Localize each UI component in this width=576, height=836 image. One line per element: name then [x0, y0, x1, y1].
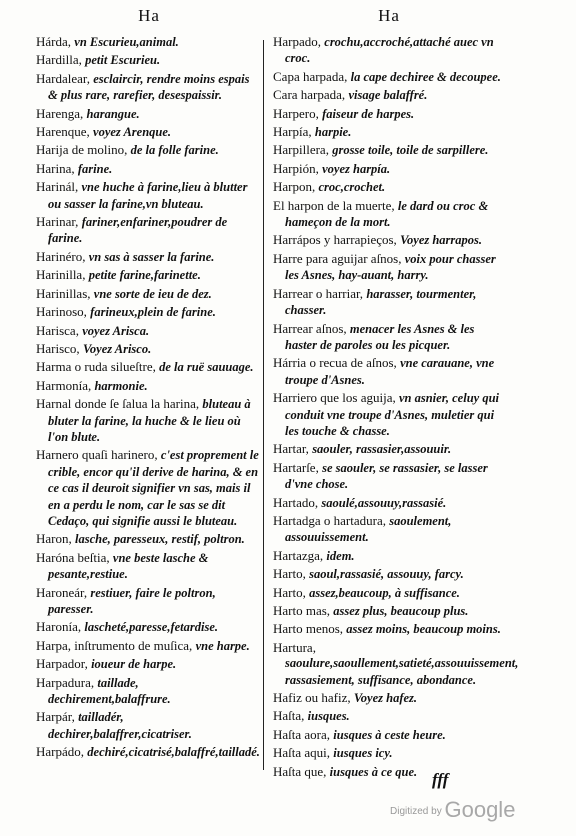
entry-headword: Hartadga o hartadura,	[273, 512, 386, 528]
entry-definition: ioueur de harpe.	[91, 657, 177, 672]
entry-definition: vn asnier, celuy qui conduit vne troupe d'Asnes, muletier qui les touche & chasse.	[285, 391, 499, 438]
dictionary-entry	[273, 251, 505, 284]
entry-definition: vne carauane, vne troupe d'Asnes.	[285, 356, 495, 387]
entry-definition: voyez harpía.	[322, 161, 391, 176]
entry-headword: Haſta aora,	[273, 726, 331, 742]
dictionary-entry	[273, 142, 505, 158]
entry-headword: Cara harpada,	[273, 87, 346, 103]
entry-definition: iusques à ce que.	[329, 764, 418, 779]
entry-headword: Harinál,	[36, 179, 79, 195]
entry-headword: Harpador,	[36, 656, 88, 672]
entry-definition: Voyez hafez.	[353, 691, 418, 706]
dictionary-entry	[36, 124, 262, 140]
dictionary-entry	[36, 161, 262, 177]
entry-headword: Harenga,	[36, 105, 84, 121]
entry-definition: la cape dechiree & decoupee.	[350, 69, 501, 84]
dictionary-entry	[36, 550, 262, 583]
entry-definition: iusques.	[307, 709, 350, 724]
dictionary-entry	[36, 142, 262, 158]
dictionary-entry	[273, 441, 505, 457]
dictionary-entry	[273, 124, 505, 140]
entry-headword: Harpár,	[36, 709, 75, 725]
entry-definition: faiseur de harpes.	[322, 106, 415, 121]
entry-definition: croc,crochet.	[318, 180, 386, 195]
watermark-prefix: Digitized by	[390, 806, 442, 817]
entry-definition: saoulure,saoullement,satieté,assouuissement, rassasiement, suffisance, abondance.	[285, 656, 519, 687]
entry-headword: Harinilla,	[36, 267, 86, 283]
dictionary-entry	[273, 321, 505, 354]
entry-headword: Harina,	[36, 160, 75, 176]
entry-definition: saoul,rassasié, assouuy, farcy.	[309, 567, 464, 582]
dictionary-entry	[273, 708, 505, 724]
entry-definition: de la folle farine.	[130, 143, 219, 158]
entry-headword: Haroneár,	[36, 584, 88, 600]
entry-definition: petit Escurieu.	[85, 53, 161, 68]
entry-definition: grosse toile, toile de sarpillere.	[332, 143, 489, 158]
dictionary-entry	[273, 764, 505, 780]
entry-headword: Harto,	[273, 566, 306, 582]
entry-headword: Harpillera,	[273, 142, 329, 158]
dictionary-entry	[273, 690, 505, 706]
right-entry-list	[273, 34, 519, 780]
entry-headword: Haſta que,	[273, 763, 327, 779]
dictionary-entry	[36, 341, 262, 357]
entry-definition: c'est proprement le crible, encor qu'il derive de harina, & en ce cas il deuroit signifier vn sas, mais il en a perdu le nom, car le sas se dit Cedaço, qui signifie aussi le bluteau.	[48, 448, 259, 528]
entry-definition: iusques à ceste heure.	[333, 727, 446, 742]
entry-headword: Hartar,	[273, 441, 309, 457]
entry-headword: Harriero que los aguija,	[273, 390, 396, 406]
entry-headword: Harpión,	[273, 160, 319, 176]
dictionary-entry	[36, 304, 262, 320]
entry-headword: Harisca,	[36, 322, 79, 338]
entry-headword: Harpado,	[273, 34, 322, 49]
entry-headword: Haſta,	[273, 708, 305, 724]
entry-headword: Harrear aſnos,	[273, 320, 347, 336]
entry-headword: Hartazga,	[273, 547, 324, 563]
dictionary-entry	[273, 603, 505, 619]
entry-headword: Hartarſe,	[273, 459, 319, 475]
entry-headword: Harinar,	[36, 214, 79, 230]
entry-headword: Capa harpada,	[273, 68, 348, 84]
dictionary-entry	[273, 513, 505, 546]
entry-headword: Harpero,	[273, 105, 319, 121]
entry-headword: Hardilla,	[36, 52, 82, 68]
entry-definition: voix pour chasser les Asnes, hay-auant, harry.	[285, 251, 496, 283]
entry-definition: Voyez Arisco.	[82, 341, 152, 356]
entry-headword: Harto menos,	[273, 621, 344, 637]
entry-headword: Harpádo,	[36, 744, 85, 760]
dictionary-entry	[36, 214, 262, 247]
entry-definition: assez plus, beaucoup plus.	[333, 604, 469, 618]
entry-headword: Harto,	[273, 584, 306, 600]
entry-definition: dechiré,cicatrisé,balaffré,tailladé.	[87, 745, 260, 760]
dictionary-entry	[36, 71, 262, 104]
entry-headword: Hardalear,	[36, 70, 90, 86]
dictionary-entry	[36, 619, 262, 635]
dictionary-entry	[273, 727, 505, 743]
entry-definition: de la ruë sauuage.	[159, 360, 254, 375]
entry-definition: menacer les Asnes & les haster de paroles ou les picquer.	[285, 321, 475, 352]
entry-definition: voyez Arisca.	[82, 323, 150, 338]
entry-headword: Harinéro,	[36, 248, 86, 264]
entry-definition: vne sorte de ieu de dez.	[93, 286, 212, 301]
entry-definition: harpie.	[314, 125, 352, 140]
entry-headword: Harrear o harriar,	[273, 285, 364, 301]
dictionary-entry	[36, 656, 262, 672]
dictionary-entry	[273, 585, 505, 601]
dictionary-entry	[36, 709, 262, 742]
dictionary-entry	[273, 566, 505, 582]
entry-definition: vne huche à farine,lieu à blutter ou sasser la farine,vn bluteau.	[48, 180, 248, 211]
entry-definition: lasche, paresseux, restif, poltron.	[75, 532, 245, 547]
entry-headword: Hárda,	[36, 34, 72, 49]
entry-headword: Hárria o recua de aſnos,	[273, 355, 397, 371]
entry-headword: Haron,	[36, 531, 72, 547]
entry-headword: Harrápos y harrapieços,	[273, 232, 397, 248]
dictionary-entry	[273, 179, 505, 195]
dictionary-entry	[36, 638, 262, 654]
entry-headword: Harinillas,	[36, 285, 91, 301]
entry-headword: Harmonía,	[36, 377, 92, 393]
entry-definition: harasser, tourmenter, chasser.	[285, 286, 477, 318]
entry-definition: vne beste lasche & pesante,restiue.	[48, 550, 209, 582]
entry-definition: saoulement, assouuissement.	[285, 513, 452, 545]
dictionary-entry	[273, 390, 505, 439]
entry-headword: Harisco,	[36, 340, 80, 356]
entry-definition: tailladér, dechirer,balaffrer,cicatriser.	[48, 710, 192, 741]
dictionary-entry	[36, 396, 262, 445]
entry-headword: Harma o ruda silueſtre,	[36, 359, 156, 375]
dictionary-entry	[36, 249, 262, 265]
right-column-header: Ha	[378, 6, 400, 25]
dictionary-entry	[273, 198, 505, 231]
dictionary-entry	[36, 744, 262, 760]
dictionary-entry	[273, 34, 505, 67]
dictionary-entry	[273, 548, 505, 564]
entry-definition: se saouler, se rassasier, se lasser d'vne chose.	[285, 460, 488, 492]
dictionary-entry	[36, 34, 262, 50]
dictionary-entry	[273, 621, 505, 637]
entry-headword: Haróna beſtia,	[36, 549, 110, 565]
entry-headword: Harenque,	[36, 124, 90, 140]
column-divider	[263, 40, 264, 770]
entry-definition: vn Escurieu,animal.	[74, 35, 179, 49]
left-column	[36, 0, 262, 763]
entry-definition: saouler, rassasier,assouuir.	[312, 442, 452, 457]
entry-definition: farineux,plein de farine.	[90, 305, 216, 320]
entry-definition: idem.	[326, 548, 355, 563]
entry-headword: El harpon de la muerte,	[273, 197, 395, 213]
dictionary-entry	[273, 87, 505, 103]
dictionary-entry	[36, 447, 262, 529]
dictionary-entry	[36, 179, 262, 212]
dictionary-entry	[273, 639, 519, 688]
entry-definition: bluteau à bluter la farine, la huche & le lieu où l'on blute.	[48, 397, 251, 444]
entry-headword: Harnal donde ſe ſalua la harina,	[36, 396, 200, 412]
entry-definition: Voyez harrapos.	[400, 233, 483, 248]
entry-headword: Hartura,	[273, 639, 316, 655]
dictionary-entry	[36, 585, 262, 618]
dictionary-entry	[273, 286, 505, 319]
entry-definition: crochu,accroché,attaché auec vn croc.	[285, 35, 494, 66]
entry-definition: farine.	[77, 161, 113, 176]
entry-definition: esclaircir, rendre moins espais & plus rare, rarefier, desespaissir.	[48, 71, 250, 103]
digitized-watermark	[390, 797, 515, 823]
entry-headword: Harinoso,	[36, 304, 87, 320]
dictionary-entry	[273, 161, 505, 177]
entry-definition: taillade, dechirement,balaffrure.	[48, 675, 171, 707]
entry-definition: iusques icy.	[333, 746, 393, 761]
dictionary-entry	[36, 286, 262, 302]
entry-definition: saoulé,assouuy,rassasié.	[321, 495, 447, 510]
entry-definition: assez,beaucoup, à suffisance.	[309, 585, 460, 600]
entry-definition: restiuer, faire le poltron, paresser.	[48, 585, 216, 616]
entry-headword: Hartado,	[273, 494, 319, 510]
entry-definition: le dard ou croc & hameçon de la mort.	[285, 198, 489, 230]
entry-definition: assez moins, beaucoup moins.	[346, 622, 501, 637]
dictionary-entry	[273, 495, 505, 511]
signature-mark: fff	[432, 770, 449, 789]
dictionary-entry	[273, 355, 505, 388]
entry-headword: Harpon,	[273, 179, 316, 195]
entry-definition: vn sas à sasser la farine.	[88, 249, 215, 264]
entry-definition: harmonie.	[94, 378, 148, 393]
entry-definition: lascheté,paresse,fetardise.	[84, 620, 219, 635]
entry-definition: visage balaffré.	[348, 88, 428, 103]
watermark-brand: Google	[444, 797, 516, 822]
dictionary-entry	[273, 460, 505, 493]
entry-headword: Harpadura,	[36, 674, 95, 690]
entry-definition: harangue.	[86, 106, 140, 121]
dictionary-entry	[36, 675, 262, 708]
dictionary-entry	[36, 267, 262, 283]
dictionary-entry	[273, 232, 505, 248]
entry-headword: Hafiz ou hafiz,	[273, 690, 351, 706]
entry-headword: Haronía,	[36, 619, 82, 635]
entry-headword: Haſta aqui,	[273, 745, 331, 761]
dictionary-entry	[36, 359, 262, 375]
entry-headword: Harto mas,	[273, 603, 331, 618]
dictionary-entry	[273, 69, 505, 85]
dictionary-entry	[36, 52, 262, 68]
entry-definition: voyez Arenque.	[93, 125, 172, 140]
entry-headword: Harija de molino,	[36, 142, 128, 158]
dictionary-entry	[36, 531, 262, 547]
entry-headword: Harpa, inſtrumento de muſica,	[36, 637, 193, 653]
dictionary-entry	[273, 745, 505, 761]
dictionary-entry	[36, 323, 262, 339]
entry-definition: vne harpe.	[195, 638, 250, 653]
entry-definition: petite farine,farinette.	[88, 268, 201, 283]
dictionary-entry	[273, 106, 505, 122]
left-entry-list	[36, 34, 262, 761]
right-column	[273, 0, 519, 782]
entry-definition: fariner,enfariner,poudrer de farine.	[48, 215, 228, 246]
entry-headword: Harre para aguijar aſnos,	[273, 250, 402, 266]
left-column-header: Ha	[138, 6, 160, 25]
entry-headword: Harnero quaſi harinero,	[36, 447, 158, 463]
dictionary-entry	[36, 106, 262, 122]
dictionary-entry	[36, 378, 262, 394]
entry-headword: Harpía,	[273, 124, 312, 140]
